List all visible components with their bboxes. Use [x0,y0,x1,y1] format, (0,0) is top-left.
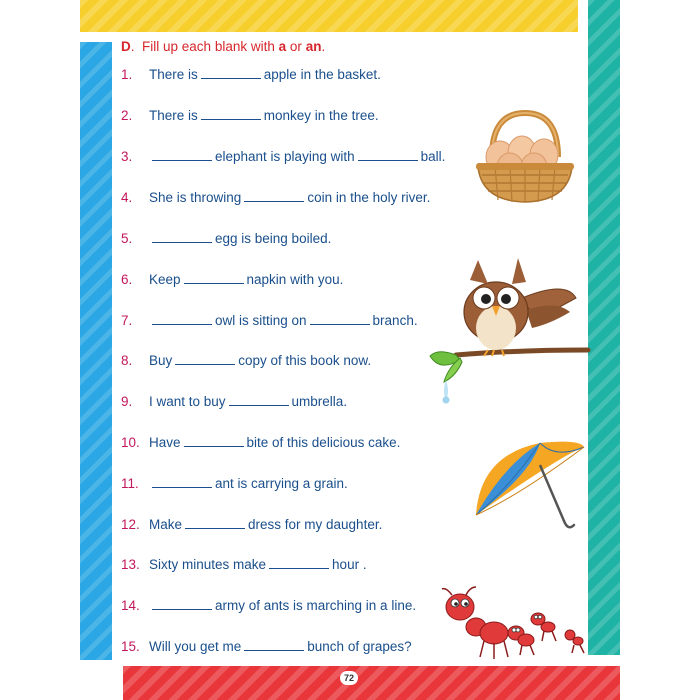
section-instruction: Fill up each blank with [142,39,275,54]
item-text-after: ball. [420,149,446,164]
answer-blank[interactable] [310,312,370,325]
item-number: 12. [121,517,140,532]
item-number: 10. [121,435,140,450]
item-text-before: Have [149,435,181,450]
right-decorative-band [588,0,620,655]
umbrella-illustration [470,435,588,535]
section-heading: D. Fill up each blank with a or an. [121,39,326,54]
item-text-after: bite of this delicious cake. [246,435,401,450]
egg-basket-illustration [470,105,580,205]
item-number: 4. [121,190,133,205]
exercise-item-15 [121,638,412,655]
item-text-after: hour . [332,557,367,572]
item-number: 9. [121,394,133,409]
exercise-item-12 [121,516,382,533]
item-text-after: umbrella. [291,394,348,409]
answer-blank[interactable] [358,148,418,161]
word-or: or [289,39,302,54]
answer-blank[interactable] [184,271,244,284]
exercise-item-10 [121,434,400,451]
exercise-item-13 [121,556,367,573]
exercise-item-9 [121,393,347,410]
item-number: 13. [121,557,140,572]
item-number: 5. [121,231,133,246]
item-text-before: There is [149,108,198,123]
item-text-after: apple in the basket. [263,67,381,82]
item-number: 2. [121,108,133,123]
answer-blank[interactable] [152,475,212,488]
item-text-after: branch. [372,313,418,328]
exercise-item-5 [121,230,331,247]
answer-blank[interactable] [269,556,329,569]
item-text-before: Will you get me [149,639,242,654]
item-text-before: She is throwing [149,190,242,205]
answer-blank[interactable] [184,434,244,447]
item-text-after: bunch of grapes? [307,639,412,654]
answer-blank[interactable] [201,107,261,120]
exercise-item-4 [121,189,430,206]
bottom-decorative-band [123,666,620,700]
item-text-middle: owl is sitting on [215,313,307,328]
exercise-item-1 [121,66,381,83]
exercise-item-14 [121,597,416,614]
item-number: 8. [121,353,133,368]
item-text-after: egg is being boiled. [215,231,332,246]
word-an: an [305,39,322,54]
item-text-after: napkin with you. [246,272,344,287]
section-letter: D [121,39,131,54]
top-decorative-band [80,0,578,32]
answer-blank[interactable] [175,352,235,365]
exercise-item-7 [121,312,418,329]
item-text-before: Make [149,517,183,532]
item-number: 6. [121,272,133,287]
exercise-item-3 [121,148,445,165]
ants-illustration [438,585,588,665]
item-text-before: Keep [149,272,181,287]
item-number: 11. [121,476,139,491]
item-text-after: coin in the holy river. [307,190,431,205]
answer-blank[interactable] [152,148,212,161]
exercise-item-2 [121,107,379,124]
answer-blank[interactable] [185,516,245,529]
answer-blank[interactable] [152,597,212,610]
item-text-before: I want to buy [149,394,226,409]
page-number: 72 [340,671,358,685]
answer-blank[interactable] [244,638,304,651]
answer-blank[interactable] [152,230,212,243]
item-text-before: Sixty minutes make [149,557,267,572]
item-text-after: ant is carrying a grain. [215,476,348,491]
item-number: 7. [121,313,133,328]
item-text-after: dress for my daughter. [248,517,383,532]
item-text-before: There is [149,67,198,82]
word-a: a [278,39,287,54]
left-decorative-band [80,42,112,660]
item-text-middle: elephant is playing with [215,149,355,164]
item-text-after: copy of this book now. [238,353,372,368]
item-text-after: monkey in the tree. [263,108,379,123]
answer-blank[interactable] [244,189,304,202]
item-number: 15. [121,639,140,654]
item-text-before: Buy [149,353,173,368]
exercise-item-11 [121,475,348,492]
answer-blank[interactable] [201,66,261,79]
exercise-item-6 [121,271,343,288]
answer-blank[interactable] [152,312,212,325]
exercise-item-8 [121,352,371,369]
item-text-after: army of ants is marching in a line. [215,598,417,613]
item-number: 1. [121,67,133,82]
owl-on-branch-illustration [426,250,591,420]
item-number: 14. [121,598,140,613]
item-number: 3. [121,149,133,164]
answer-blank[interactable] [229,393,289,406]
